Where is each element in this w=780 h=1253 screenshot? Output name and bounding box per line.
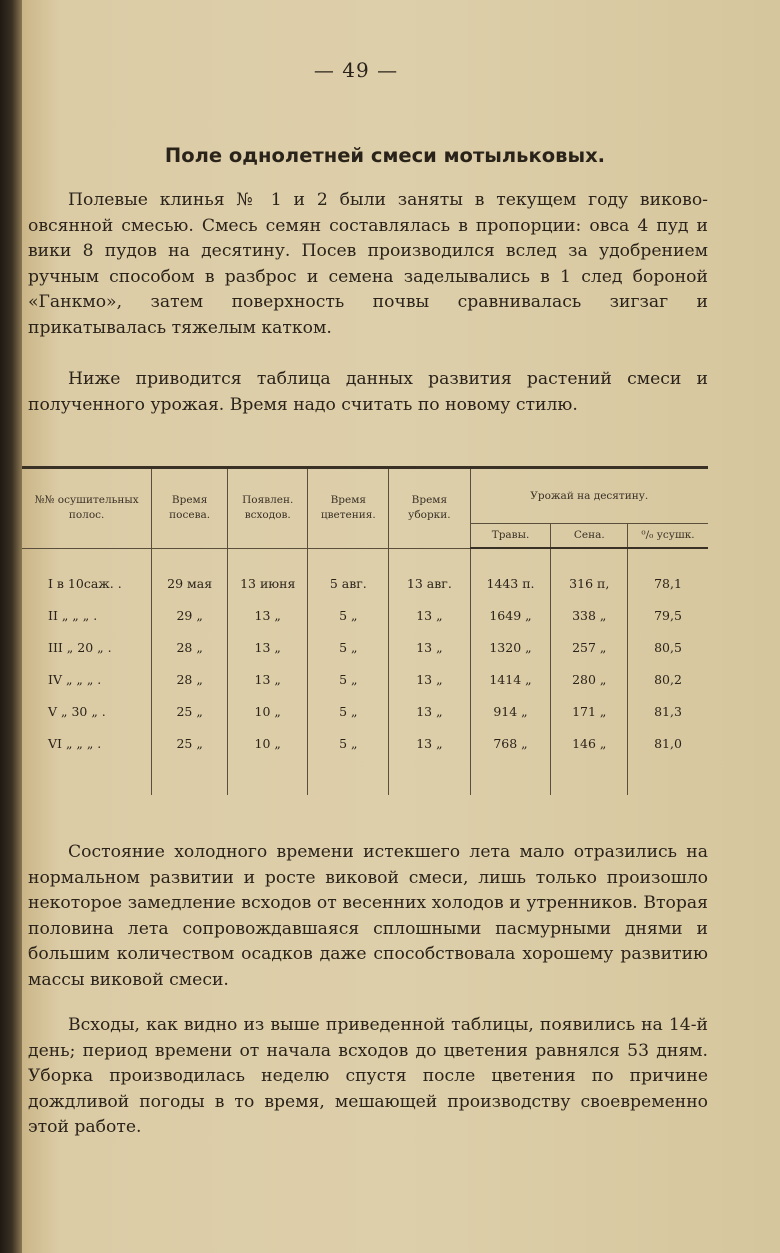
cell-sowing: 29 „ <box>152 599 228 631</box>
cell-harvest: 13 авг. <box>389 567 470 599</box>
cell-flowering: 5 „ <box>308 631 389 663</box>
table-row <box>22 631 708 663</box>
header-shrinkage: ⁰/₀ усушк. <box>628 524 708 549</box>
cell-shrinkage: 81,3 <box>628 695 708 727</box>
table-row <box>22 567 708 599</box>
cell-plot: II „ „ „ . <box>48 607 98 623</box>
cell-sowing: 25 „ <box>152 695 228 727</box>
cell-hay: 171 „ <box>551 695 628 727</box>
yield-table <box>22 466 708 795</box>
page-number: — 49 — <box>313 58 399 82</box>
cell-flowering: 5 „ <box>308 599 389 631</box>
cell-grass: 914 „ <box>470 695 551 727</box>
table-row <box>22 695 708 727</box>
cell-shrinkage: 80,5 <box>628 631 708 663</box>
cell-harvest: 13 „ <box>389 695 470 727</box>
cell-harvest: 13 „ <box>389 727 470 759</box>
cell-sowing: 28 „ <box>152 663 228 695</box>
cell-hay: 257 „ <box>551 631 628 663</box>
cell-shrinkage: 79,5 <box>628 599 708 631</box>
header-harvest: Время уборки. <box>389 468 470 549</box>
header-hay: Сена. <box>551 524 628 549</box>
header-yield: Урожай на десятину. <box>470 468 708 524</box>
section-heading: Поле однолетней смеси мотыльковых. <box>164 144 606 167</box>
table-row <box>22 727 708 759</box>
table-row <box>22 663 708 695</box>
cell-flowering: 5 „ <box>308 727 389 759</box>
cell-emergence: 13 июня <box>228 567 308 599</box>
cell-plot: IV „ „ „ . <box>48 671 102 687</box>
cell-shrinkage: 80,2 <box>628 663 708 695</box>
cell-hay: 280 „ <box>551 663 628 695</box>
cell-emergence: 10 „ <box>228 727 308 759</box>
cell-emergence: 13 „ <box>228 663 308 695</box>
header-grass: Травы. <box>470 524 551 549</box>
yield-table-container <box>22 466 708 795</box>
paragraph-table-intro: Ниже приводится таблица данных развития растений смеси и полученного урожая. Время надо считать по новому стилю. <box>28 369 708 415</box>
cell-emergence: 13 „ <box>228 599 308 631</box>
header-emergence: Появлен. всходов. <box>228 468 308 549</box>
table-tail-row <box>22 759 708 795</box>
cell-hay: 316 п, <box>551 567 628 599</box>
cell-sowing: 25 „ <box>152 727 228 759</box>
cell-sowing: 28 „ <box>152 631 228 663</box>
cell-grass: 1649 „ <box>470 599 551 631</box>
cell-emergence: 13 „ <box>228 631 308 663</box>
table-spacer-row <box>22 548 708 567</box>
cell-harvest: 13 „ <box>389 663 470 695</box>
cell-sowing: 29 мая <box>152 567 228 599</box>
cell-harvest: 13 „ <box>389 631 470 663</box>
cell-plot: III „ 20 „ . <box>48 639 112 655</box>
cell-harvest: 13 „ <box>389 599 470 631</box>
cell-grass: 1414 „ <box>470 663 551 695</box>
header-sowing: Время посева. <box>152 468 228 549</box>
cell-grass: 1320 „ <box>470 631 551 663</box>
cell-flowering: 5 авг. <box>308 567 389 599</box>
book-spine-shadow <box>0 0 22 1253</box>
header-flowering: Время цветения. <box>308 468 389 549</box>
paragraph-field-description: Полевые клинья № 1 и 2 были заняты в текущем году виково-овсянной смесью. Смесь семян составлялась в пропорции: овса 4 пуд и вики 8 пудов на десятину. Посев производился вслед за удобрением ручным способом в разброс и семена заделывались в 1 след бороной «Ганкмо», затем поверхность почвы сравнивалась зигзаг и прикатывалась тяжелым катком. <box>28 190 708 338</box>
cell-hay: 338 „ <box>551 599 628 631</box>
cell-flowering: 5 „ <box>308 695 389 727</box>
cell-plot: I в 10саж. . <box>48 575 122 591</box>
cell-grass: 1443 п. <box>470 567 551 599</box>
paragraph-emergence-harvest: Всходы, как видно из выше приведенной таблицы, появились на 14-й день; период времени от начала всходов до цветения равнялся 53 дням. Уборка производилась неделю спустя после цветения по причине дождливой погоды в то время, мешающей производству своевременно этой работе. <box>28 1015 708 1138</box>
cell-plot: VI „ „ „ . <box>48 735 102 751</box>
cell-emergence: 10 „ <box>228 695 308 727</box>
cell-flowering: 5 „ <box>308 663 389 695</box>
cell-hay: 146 „ <box>551 727 628 759</box>
header-plots: №№ осушительных полос. <box>22 468 152 549</box>
cell-shrinkage: 81,0 <box>628 727 708 759</box>
cell-plot: V „ 30 „ . <box>48 703 106 719</box>
cell-shrinkage: 78,1 <box>628 567 708 599</box>
paragraph-weather-conditions: Состояние холодного времени истекшего лета мало отразились на нормальном развитии и росте виковой смеси, лишь только произошло некоторое замедление всходов от весенних холодов и утренников. Вторая половина лета сопровождавшаяся сплошными пасмурными днями и большим количеством осадков даже способствовала хорошему развитию массы виковой смеси. <box>28 842 708 990</box>
table-row <box>22 599 708 631</box>
cell-grass: 768 „ <box>470 727 551 759</box>
